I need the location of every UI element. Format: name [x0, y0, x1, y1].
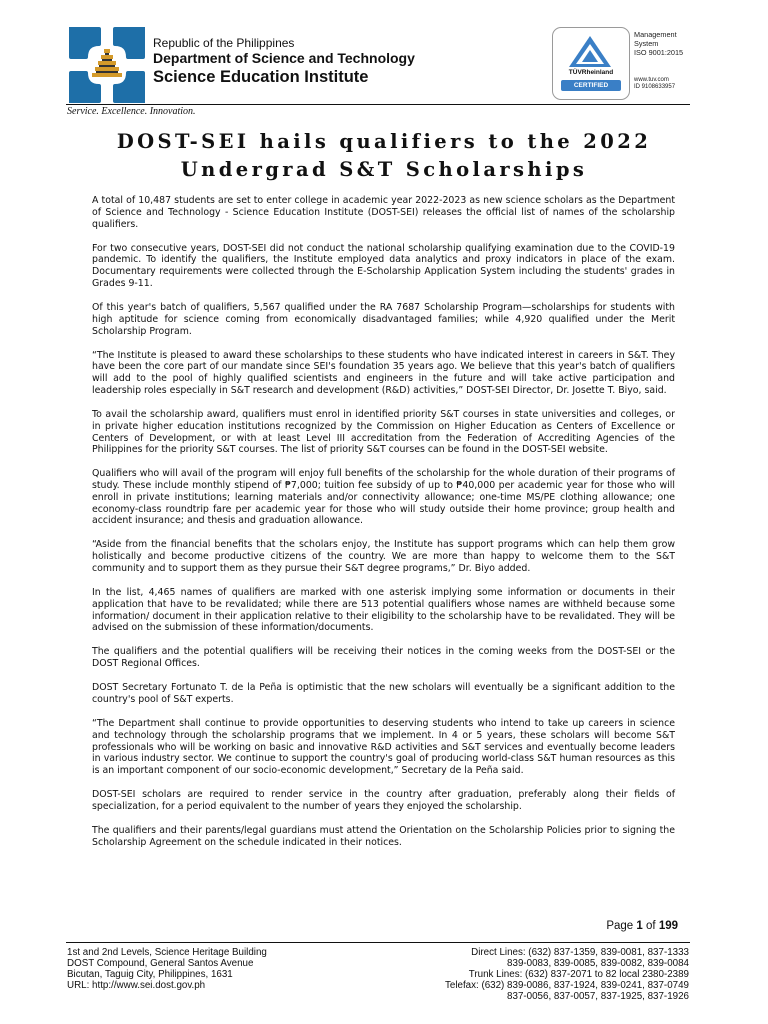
paragraph: To avail the scholarship award, qualifiers must enrol in identified priority S&T courses in state universities and colleges, or in private higher education institutions recognized by the Commission on Higher Education as Centers of Excellence or Centers of Development, or with at least Level III accreditation from the Federation of Accrediting Agencies of the Philippines for the priority S&T courses. The list of priority S&T courses can be found in the DOST-SEI website.: [92, 408, 675, 456]
address-line: Bicutan, Taguig City, Philippines, 1631: [67, 969, 233, 980]
paragraph: DOST-SEI scholars are required to render service in the country after graduation, preferably along their fields of specialization, for a period equivalent to the number of years they enjoyed the scholarship.: [92, 789, 675, 812]
paragraph: “The Department shall continue to provide opportunities to deserving students who intend to take up careers in science and technology through the scholarship programs that we implement. In 4 or 5 years, these scholars will become S&T professionals who will be working on basic and innovative R&D activities and S&T services and eventually become leaders in various industry sector. We continue to support the country's goal of producing world-class S&T human resources as this is an important component of our socio-economic development,” Secretary de la Peña said.: [92, 717, 675, 777]
title-line-1: DOST-SEI hails qualifiers to the 2022: [116, 130, 652, 153]
cert-web: www.tuv.com: [634, 77, 669, 83]
paragraph: A total of 10,487 students are set to enter college in academic year 2022-2023 as new science scholars as the Department of Science and Technology - Science Education Institute (DOST-SEI) releases the official list of names of the scholarship qualifiers.: [92, 195, 675, 230]
cert-id: ID 9108633957: [634, 84, 676, 90]
page-number: [586, 920, 678, 932]
paragraph: For two consecutive years, DOST-SEI did not conduct the national scholarship qualifying examination due to the COVID-19 pandemic. To identify the qualifiers, the Institute employed data analytics and proxy indicators in place of the exam. Documentary requirements were collected through the E-Scholarship Application System including the students' grades in Grades 9-11.: [92, 242, 675, 289]
address-line: DOST Compound, General Santos Avenue: [67, 958, 254, 969]
footer-url: URL: http://www.sei.dost.gov.ph: [67, 980, 206, 991]
cert-line: Management: [634, 30, 677, 39]
current-page: 1: [636, 920, 643, 932]
cert-line: System: [634, 39, 659, 48]
tuv-certification-badge: [552, 27, 630, 100]
tuv-label: TÜVRheinland: [568, 69, 614, 76]
paragraph: DOST Secretary Fortunato T. de la Peña is optimistic that the new scholars will eventually be a significant addition to the country's pool of S&T experts.: [92, 682, 675, 705]
dost-logo-icon: [66, 24, 148, 106]
phone-line: 839-0083, 839-0085, 839-0082, 839-0084: [507, 958, 689, 969]
paragraph: The qualifiers and their parents/legal guardians must attend the Orientation on the Scholarship Policies prior to signing the Scholarship Agreement on the schedule indicated in their notices.: [92, 824, 675, 848]
paragraph: In the list, 4,465 names of qualifiers are marked with one asterisk implying some information or documents in their application that have to be revalidated; while there are 513 potential qualifiers whose names are withheld because some information/ document in their application relative to their eligibility to the scholarship have to be revalidated. They will be advised on the submission of these information/documents.: [92, 587, 675, 634]
phone-line: 837-0056, 837-0057, 837-1925, 837-1926: [507, 991, 689, 1002]
institute-name: Science Education Institute: [153, 68, 369, 86]
header-block: [153, 36, 415, 88]
article-body: [92, 195, 675, 861]
department-name: Department of Science and Technology: [153, 50, 415, 66]
page-word: Page: [606, 920, 634, 932]
cert-line: ISO 9001:2015: [634, 48, 684, 57]
paragraph: Qualifiers who will avail of the program will enjoy full benefits of the scholarship for the whole duration of their programs of study. These include monthly stipend of ₱7,000; tuition fee subsidy of up to ₱40,000 per academic year for those who will enroll in private institutions; learning materials and/or connectivity allowance; one-time MS/PE clothing allowance; one economy-class roundtrip fare per academic year for those who will study outside their home province; group health and accident insurance; and thesis and graduation allowance.: [92, 468, 675, 527]
total-pages: 199: [658, 920, 678, 932]
footer-address: [67, 947, 267, 991]
paragraph: “Aside from the financial benefits that the scholars enjoy, the Institute has support programs which can help them grow holistically and become productive citizens of the country. We are more than happy to welcome them to the S&T community and to support them as they pursue their S&T degree programs,” Dr. Biyo added.: [92, 539, 675, 575]
footer-divider: [66, 942, 690, 943]
phone-line: Direct Lines: (632) 837-1359, 839-0081, 837-1333: [471, 947, 689, 958]
certified-label: CERTIFIED: [561, 80, 621, 91]
tagline: Service. Excellence. Innovation.: [67, 106, 196, 117]
header-divider: [66, 104, 690, 105]
certification-text: [634, 30, 683, 91]
phone-line: Trunk Lines: (632) 837-2071 to 82 local 2380-2389: [468, 969, 689, 980]
article-title: [70, 128, 698, 184]
of-word: of: [646, 920, 656, 932]
paragraph: Of this year's batch of qualifiers, 5,567 qualified under the RA 7687 Scholarship Program—scholarships for students with high aptitude for science coming from economically disadvantaged families; while 4,920 qualified under the Merit Scholarship Program.: [92, 301, 675, 337]
phone-line: Telefax: (632) 839-0086, 837-1924, 839-0241, 837-0749: [444, 980, 689, 991]
footer-phones: [350, 947, 689, 1002]
title-line-2: Undergrad S&T Scholarships: [180, 158, 588, 181]
address-line: 1st and 2nd Levels, Science Heritage Building: [67, 947, 267, 958]
paragraph: “The Institute is pleased to award these scholarships to these students who have indicated interest in careers in S&T. They have been the core part of our mandate since SEI's foundation 35 years ago. We believe that this year's batch of qualifiers will add to the pool of highly qualified scientists and engineers in the future and will take active participation and leadership roles especially in S&T research and development (R&D) activities,” DOST-SEI Director, Dr. Josette T. Biyo, said.: [92, 349, 675, 396]
paragraph: The qualifiers and the potential qualifiers will be receiving their notices in the coming weeks from the DOST-SEI or the DOST Regional Offices.: [92, 646, 675, 670]
republic-label: Republic of the Philippines: [153, 36, 295, 50]
